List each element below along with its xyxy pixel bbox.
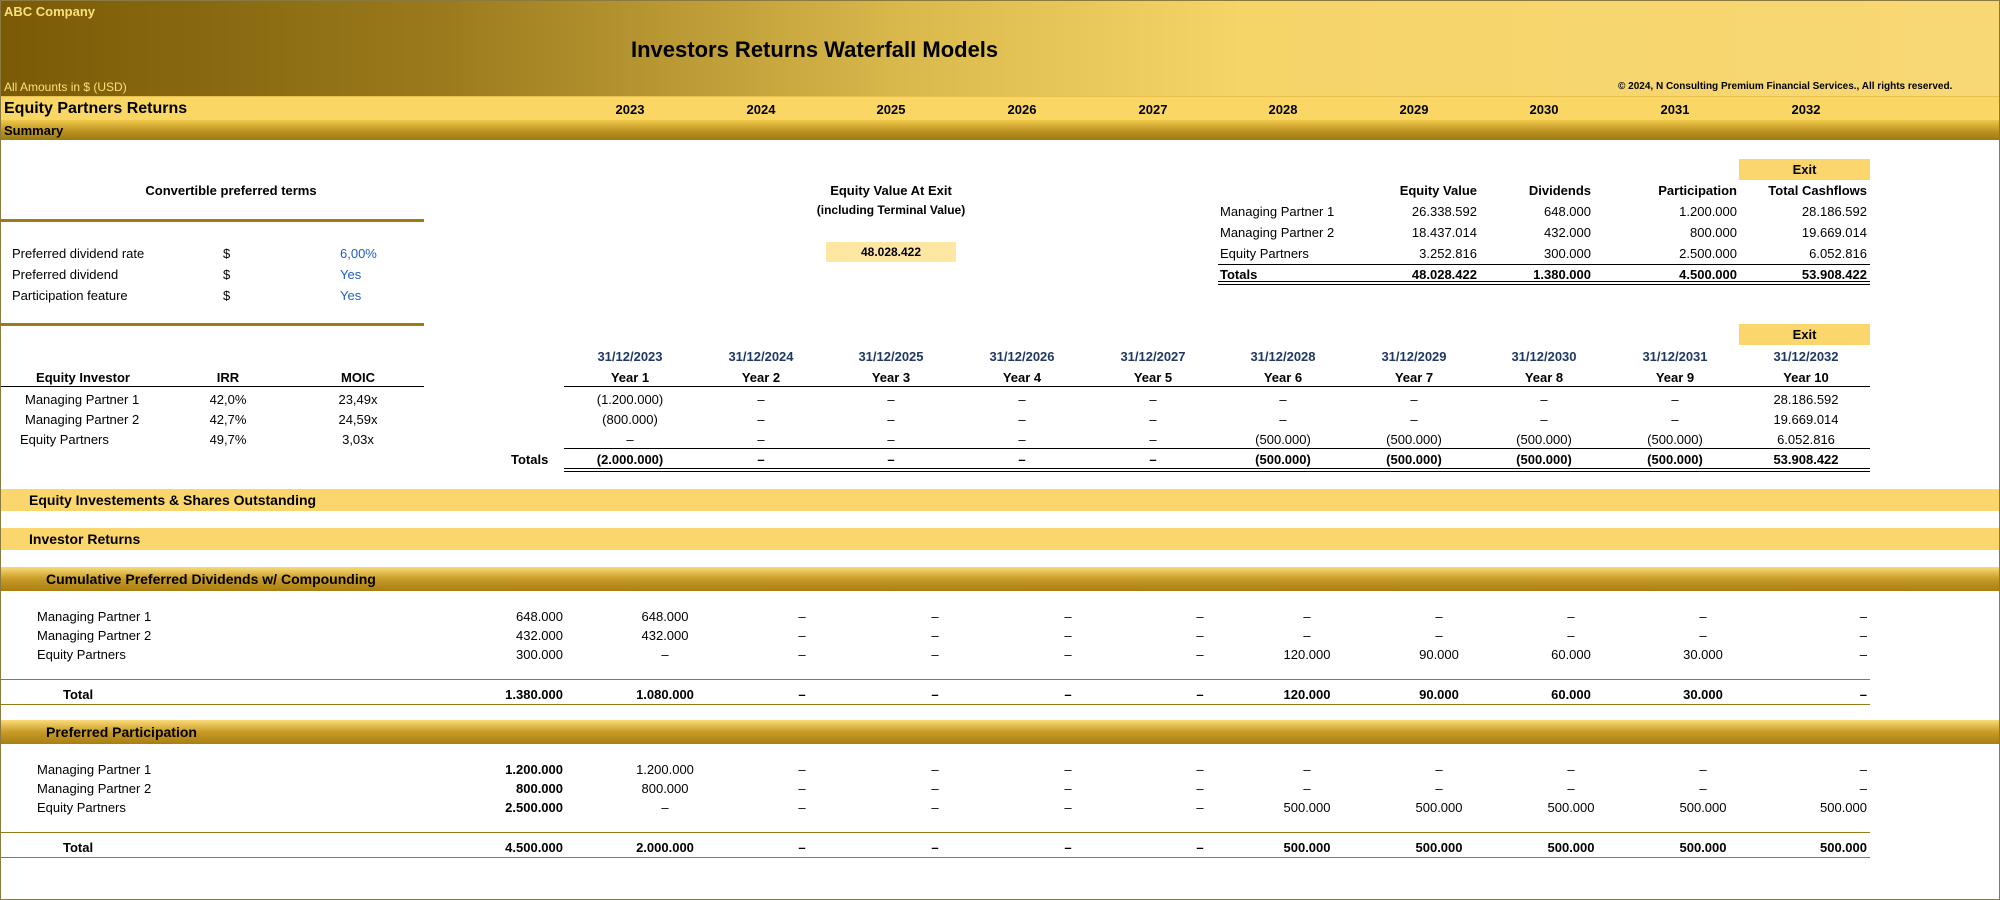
irr-row-moic[interactable]: 23,49x [338, 392, 378, 407]
cashflow-cell[interactable]: (1.200.000) [596, 392, 664, 407]
detail-total-bottom-rule [1, 704, 1870, 705]
detail-row-name[interactable]: Managing Partner 2 [37, 628, 152, 643]
terms-top-rule [1, 219, 424, 222]
cashflow-date[interactable]: 31/12/2027 [1120, 349, 1186, 364]
cashflow-cell[interactable]: – [1018, 412, 1026, 427]
detail-row-value[interactable]: – [1567, 609, 1575, 624]
detail-total-value[interactable]: 500.000 [1283, 840, 1331, 855]
irr-header-rule [1, 386, 424, 387]
cashflow-period[interactable]: Year 9 [1655, 370, 1695, 385]
exit-summary-row-name[interactable]: Equity Partners [1220, 246, 1309, 261]
detail-row-value[interactable]: – [1064, 781, 1072, 796]
cashflow-date[interactable]: 31/12/2024 [728, 349, 794, 364]
terms-bottom-rule [1, 323, 424, 326]
exit-summary-row-name[interactable]: Managing Partner 2 [1220, 225, 1335, 240]
exit-summary-total-value[interactable]: 1.380.000 [1533, 267, 1591, 282]
detail-total-value[interactable]: – [931, 687, 939, 702]
detail-total-value[interactable]: 500.000 [1679, 840, 1727, 855]
cashflow-date[interactable]: 31/12/2025 [858, 349, 924, 364]
irr-row-irr[interactable]: 42,7% [209, 412, 247, 427]
cashflow-date[interactable]: 31/12/2026 [989, 349, 1055, 364]
detail-row-value[interactable]: 432.000 [641, 628, 689, 643]
detail-total-value[interactable]: 2.000.000 [636, 840, 694, 855]
exit-summary-header[interactable]: Participation [1658, 183, 1737, 198]
detail-row-value[interactable]: – [1859, 609, 1867, 624]
detail-row-value[interactable]: – [1064, 609, 1072, 624]
cashflow-cell[interactable]: 19.669.014 [1773, 412, 1839, 427]
irr-row-name[interactable]: Managing Partner 2 [25, 412, 140, 427]
exit-summary-totals-label[interactable]: Totals [1220, 267, 1258, 282]
exit-summary-value[interactable]: 26.338.592 [1411, 204, 1477, 219]
cashflow-total-cell[interactable]: (500.000) [1386, 452, 1442, 467]
detail-row-value[interactable]: – [661, 800, 669, 815]
cashflow-cell[interactable]: – [1410, 412, 1418, 427]
cashflow-cell[interactable]: – [1149, 392, 1157, 407]
terms-row-currency[interactable]: $ [223, 246, 231, 261]
detail-row-value[interactable]: – [1435, 781, 1443, 796]
cashflow-period[interactable]: Year 8 [1524, 370, 1564, 385]
detail-total-value[interactable]: – [931, 840, 939, 855]
detail-row-value[interactable]: – [931, 800, 939, 815]
cashflow-cell[interactable]: – [887, 392, 895, 407]
exit-summary-header[interactable]: Equity Value [1399, 183, 1477, 198]
cashflow-cell[interactable]: (500.000) [1516, 432, 1572, 447]
detail-total-value[interactable]: – [1064, 687, 1072, 702]
exit-summary-value[interactable]: 1.200.000 [1679, 204, 1737, 219]
cashflow-cell[interactable]: – [1149, 432, 1157, 447]
year-bar-year[interactable]: 2025 [876, 102, 906, 117]
detail-row-value[interactable]: 60.000 [1551, 647, 1591, 662]
detail-row-value[interactable]: – [798, 762, 806, 777]
detail-total-value[interactable]: – [1196, 687, 1204, 702]
cashflow-cell[interactable]: (800.000) [602, 412, 658, 427]
detail-row-value[interactable]: – [1303, 781, 1311, 796]
irr-header[interactable]: Equity Investor [36, 370, 130, 385]
exit-summary-value[interactable]: 432.000 [1544, 225, 1591, 240]
cashflow-cell[interactable]: – [1149, 412, 1157, 427]
detail-row-value[interactable]: – [1196, 800, 1204, 815]
cashflow-period[interactable]: Year 2 [741, 370, 781, 385]
detail-total-sum[interactable]: 4.500.000 [505, 840, 563, 855]
cashflow-total-cell[interactable]: (500.000) [1516, 452, 1572, 467]
detail-row-value[interactable]: – [1064, 628, 1072, 643]
year-bar-year[interactable]: 2024 [746, 102, 776, 117]
cashflow-totals-rule [564, 448, 1870, 449]
detail-row-value[interactable]: – [1303, 628, 1311, 643]
detail-row-value[interactable]: – [1567, 628, 1575, 643]
section-cum-pref-label[interactable]: Cumulative Preferred Dividends w/ Compounding [46, 571, 376, 587]
equity-value-subtitle[interactable]: (including Terminal Value) [816, 203, 966, 217]
cashflow-total-cell[interactable]: – [757, 452, 765, 467]
cashflow-totals-label[interactable]: Totals [511, 452, 549, 467]
detail-row-value[interactable]: – [1859, 628, 1867, 643]
detail-row-value[interactable]: – [1196, 781, 1204, 796]
detail-total-value[interactable]: – [798, 840, 806, 855]
cashflow-date[interactable]: 31/12/2032 [1773, 349, 1839, 364]
cashflow-cell[interactable]: – [1671, 412, 1679, 427]
detail-row-value[interactable]: – [1303, 762, 1311, 777]
cashflow-cell[interactable]: – [626, 432, 634, 447]
detail-row-value[interactable]: – [1064, 800, 1072, 815]
equity-value-cell[interactable]: 48.028.422 [826, 242, 956, 262]
detail-total-value[interactable]: 500.000 [1415, 840, 1463, 855]
detail-row-value[interactable]: – [931, 647, 939, 662]
terms-row-value[interactable]: 6,00% [340, 246, 377, 261]
cashflow-cell[interactable]: (500.000) [1647, 432, 1703, 447]
detail-row-value[interactable]: – [1699, 628, 1707, 643]
detail-total-rule [1, 679, 1870, 680]
terms-title[interactable]: Convertible preferred terms [145, 183, 317, 198]
summary-label[interactable]: Summary [4, 123, 64, 138]
detail-row-value[interactable]: – [1859, 762, 1867, 777]
detail-row-value[interactable]: – [931, 762, 939, 777]
exit-summary-header[interactable]: Total Cashflows [1768, 183, 1867, 198]
amounts-note[interactable]: All Amounts in $ (USD) [4, 80, 127, 94]
year-bar-year[interactable]: 2026 [1007, 102, 1037, 117]
terms-row-currency[interactable]: $ [223, 267, 231, 282]
detail-row-value[interactable]: – [1435, 609, 1443, 624]
cashflow-header-rule [564, 386, 1870, 387]
detail-row-value[interactable]: – [1699, 781, 1707, 796]
detail-row-value[interactable]: – [798, 628, 806, 643]
detail-total-value[interactable]: 500.000 [1547, 840, 1595, 855]
cashflow-period[interactable]: Year 6 [1263, 370, 1303, 385]
cashflow-period[interactable]: Year 10 [1783, 370, 1829, 385]
exit-summary-exit-label[interactable]: Exit [1792, 162, 1817, 177]
detail-total-sum[interactable]: 1.380.000 [505, 687, 563, 702]
page-title[interactable]: Investors Returns Waterfall Models [631, 37, 999, 62]
year-bar-year[interactable]: 2029 [1399, 102, 1429, 117]
exit-summary-value[interactable]: 19.669.014 [1801, 225, 1867, 240]
irr-header[interactable]: MOIC [341, 370, 375, 385]
detail-row-value[interactable]: – [1435, 762, 1443, 777]
detail-total-value[interactable]: – [798, 687, 806, 702]
detail-row-value[interactable]: – [1699, 609, 1707, 624]
cashflow-date[interactable]: 31/12/2031 [1642, 349, 1708, 364]
exit-summary-totals-rule [1218, 264, 1870, 265]
cashflow-cell[interactable]: – [1018, 432, 1026, 447]
year-bar-label[interactable]: Equity Partners Returns [4, 100, 188, 117]
detail-total-value[interactable]: 1.080.000 [636, 687, 694, 702]
detail-row-value[interactable]: 500.000 [1679, 800, 1727, 815]
year-bar-year[interactable]: 2027 [1138, 102, 1168, 117]
cashflow-date[interactable]: 31/12/2028 [1250, 349, 1316, 364]
detail-row-value[interactable]: 1.200.000 [636, 762, 694, 777]
cashflow-cell[interactable]: – [757, 432, 765, 447]
cashflow-total-cell[interactable]: (2.000.000) [596, 452, 664, 467]
cashflow-total-cell[interactable]: (500.000) [1647, 452, 1703, 467]
irr-row-irr[interactable]: 42,0% [209, 392, 247, 407]
detail-row-value[interactable]: 120.000 [1283, 647, 1331, 662]
exit-summary-header[interactable]: Dividends [1528, 183, 1591, 198]
cashflow-cell[interactable]: – [1540, 392, 1548, 407]
detail-row-value[interactable]: 500.000 [1283, 800, 1331, 815]
detail-total-value[interactable]: – [1064, 840, 1072, 855]
irr-row-name[interactable]: Equity Partners [20, 432, 109, 447]
detail-total-label[interactable]: Total [63, 840, 94, 855]
exit-summary-value[interactable]: 28.186.592 [1801, 204, 1867, 219]
detail-row-value[interactable]: 500.000 [1820, 800, 1867, 815]
terms-row-label[interactable]: Preferred dividend [12, 267, 119, 282]
detail-row-value[interactable]: 648.000 [641, 609, 689, 624]
cashflow-cell[interactable]: 6.052.816 [1777, 432, 1835, 447]
detail-total-value[interactable]: 60.000 [1551, 687, 1591, 702]
detail-total-value[interactable]: – [1859, 687, 1867, 702]
irr-header[interactable]: IRR [216, 370, 240, 385]
detail-row-value[interactable]: – [1196, 762, 1204, 777]
cashflow-period[interactable]: Year 7 [1394, 370, 1434, 385]
cashflow-total-cell[interactable]: – [1149, 452, 1157, 467]
cashflow-cell[interactable]: – [887, 412, 895, 427]
cashflow-cell[interactable]: – [1279, 392, 1287, 407]
exit-summary-total-value[interactable]: 48.028.422 [1411, 267, 1477, 282]
cashflow-date[interactable]: 31/12/2029 [1381, 349, 1447, 364]
detail-row-value[interactable]: – [1064, 762, 1072, 777]
terms-row-value[interactable]: Yes [340, 288, 362, 303]
detail-row-total[interactable]: 800.000 [516, 781, 563, 796]
detail-row-name[interactable]: Managing Partner 1 [37, 762, 152, 777]
irr-row-moic[interactable]: 3,03x [342, 432, 374, 447]
terms-row-value[interactable]: Yes [340, 267, 362, 282]
detail-row-total[interactable]: 432.000 [516, 628, 563, 643]
cashflow-cell[interactable]: – [1018, 392, 1026, 407]
cashflow-period[interactable]: Year 5 [1133, 370, 1173, 385]
exit-summary-value[interactable]: 3.252.816 [1419, 246, 1477, 261]
cashflow-period[interactable]: Year 1 [610, 370, 650, 385]
detail-row-value[interactable]: – [661, 647, 669, 662]
detail-total-label[interactable]: Total [63, 687, 94, 702]
cashflow-cell[interactable]: – [887, 432, 895, 447]
detail-row-value[interactable]: 500.000 [1415, 800, 1463, 815]
detail-row-value[interactable]: – [798, 609, 806, 624]
detail-total-value[interactable]: 120.000 [1283, 687, 1331, 702]
detail-row-total[interactable]: 1.200.000 [505, 762, 563, 777]
company-name[interactable]: ABC Company [4, 4, 96, 19]
cashflow-cell[interactable]: – [1279, 412, 1287, 427]
detail-row-value[interactable]: – [798, 647, 806, 662]
detail-row-name[interactable]: Equity Partners [37, 647, 126, 662]
exit-summary-value[interactable]: 800.000 [1690, 225, 1737, 240]
detail-row-value[interactable]: 500.000 [1547, 800, 1595, 815]
cashflow-total-cell[interactable]: – [1018, 452, 1026, 467]
year-bar-year[interactable]: 2028 [1268, 102, 1298, 117]
exit-summary-value[interactable]: 6.052.816 [1809, 246, 1867, 261]
cashflow-cell[interactable]: (500.000) [1255, 432, 1311, 447]
cashflow-cell[interactable]: – [757, 412, 765, 427]
detail-total-value[interactable]: 30.000 [1683, 687, 1723, 702]
cashflow-total-cell[interactable]: – [887, 452, 895, 467]
section-equity-investments-label[interactable]: Equity Investements & Shares Outstanding [29, 492, 317, 508]
terms-row-label[interactable]: Participation feature [12, 288, 128, 303]
section-investor-returns-label[interactable]: Investor Returns [29, 531, 141, 547]
detail-row-name[interactable]: Managing Partner 2 [37, 781, 152, 796]
irr-row-name[interactable]: Managing Partner 1 [25, 392, 140, 407]
detail-row-value[interactable]: 30.000 [1683, 647, 1723, 662]
copyright-note[interactable]: © 2024, N Consulting Premium Financial Services., All rights reserved. [1618, 81, 1953, 92]
cashflow-date[interactable]: 31/12/2023 [597, 349, 663, 364]
detail-row-value[interactable]: 800.000 [641, 781, 689, 796]
cashflow-cell[interactable]: – [1540, 412, 1548, 427]
detail-row-value[interactable]: – [1196, 628, 1204, 643]
detail-row-value[interactable]: – [1196, 609, 1204, 624]
exit-summary-value[interactable]: 2.500.000 [1679, 246, 1737, 261]
detail-row-value[interactable]: – [1064, 647, 1072, 662]
section-investor-returns [1, 528, 2000, 550]
detail-row-value[interactable]: – [798, 781, 806, 796]
cashflow-exit-label[interactable]: Exit [1792, 327, 1817, 342]
exit-summary-total-value[interactable]: 4.500.000 [1679, 267, 1737, 282]
detail-row-value[interactable]: – [931, 628, 939, 643]
detail-row-value[interactable]: – [931, 781, 939, 796]
terms-row-label[interactable]: Preferred dividend rate [12, 246, 145, 261]
exit-summary-row-name[interactable]: Managing Partner 1 [1220, 204, 1335, 219]
exit-summary-value[interactable]: 648.000 [1544, 204, 1591, 219]
detail-row-value[interactable]: – [1567, 781, 1575, 796]
detail-total-value[interactable]: 90.000 [1419, 687, 1459, 702]
exit-summary-value[interactable]: 300.000 [1544, 246, 1591, 261]
cashflow-period[interactable]: Year 4 [1002, 370, 1042, 385]
terms-row-currency[interactable]: $ [223, 288, 231, 303]
summary-band [1, 120, 2000, 140]
detail-row-value[interactable]: – [1859, 647, 1867, 662]
detail-row-value[interactable]: – [1303, 609, 1311, 624]
year-bar-year[interactable]: 2030 [1529, 102, 1559, 117]
detail-total-value[interactable]: 500.000 [1820, 840, 1867, 855]
cashflow-cell[interactable]: – [757, 392, 765, 407]
cashflow-cell[interactable]: (500.000) [1386, 432, 1442, 447]
detail-row-value[interactable]: – [798, 800, 806, 815]
section-pref-part-label[interactable]: Preferred Participation [46, 724, 197, 740]
irr-row-moic[interactable]: 24,59x [338, 412, 378, 427]
detail-row-name[interactable]: Managing Partner 1 [37, 609, 152, 624]
year-bar-year[interactable]: 2023 [615, 102, 645, 117]
cashflow-totals-bottom-rule [564, 468, 1870, 472]
cashflow-cell[interactable]: 28.186.592 [1773, 392, 1839, 407]
cashflow-total-cell[interactable]: (500.000) [1255, 452, 1311, 467]
detail-row-total[interactable]: 300.000 [516, 647, 563, 662]
detail-row-value[interactable]: – [931, 609, 939, 624]
detail-row-total[interactable]: 2.500.000 [505, 800, 563, 815]
detail-total-value[interactable]: – [1196, 840, 1204, 855]
detail-row-value[interactable]: – [1567, 762, 1575, 777]
cashflow-period[interactable]: Year 3 [871, 370, 911, 385]
detail-row-name[interactable]: Equity Partners [37, 800, 126, 815]
year-bar-year[interactable]: 2031 [1660, 102, 1690, 117]
section-pref-part [1, 720, 2000, 744]
cashflow-date[interactable]: 31/12/2030 [1511, 349, 1577, 364]
detail-row-value[interactable]: – [1699, 762, 1707, 777]
cashflow-cell[interactable]: – [1671, 392, 1679, 407]
year-bar-year[interactable]: 2032 [1791, 102, 1821, 117]
detail-row-value[interactable]: – [1196, 647, 1204, 662]
detail-row-value[interactable]: 90.000 [1419, 647, 1459, 662]
detail-row-total[interactable]: 648.000 [516, 609, 563, 624]
detail-total-bottom-rule [1, 857, 1870, 858]
detail-total-rule [1, 832, 1870, 833]
equity-value-title[interactable]: Equity Value At Exit [830, 183, 952, 198]
exit-summary-total-value[interactable]: 53.908.422 [1801, 267, 1867, 282]
irr-row-irr[interactable]: 49,7% [209, 432, 247, 447]
detail-row-value[interactable]: – [1859, 781, 1867, 796]
exit-summary-totals-bottom-rule [1218, 281, 1870, 285]
cashflow-total-cell[interactable]: 53.908.422 [1773, 452, 1839, 467]
cashflow-cell[interactable]: – [1410, 392, 1418, 407]
exit-summary-value[interactable]: 18.437.014 [1411, 225, 1477, 240]
detail-row-value[interactable]: – [1435, 628, 1443, 643]
